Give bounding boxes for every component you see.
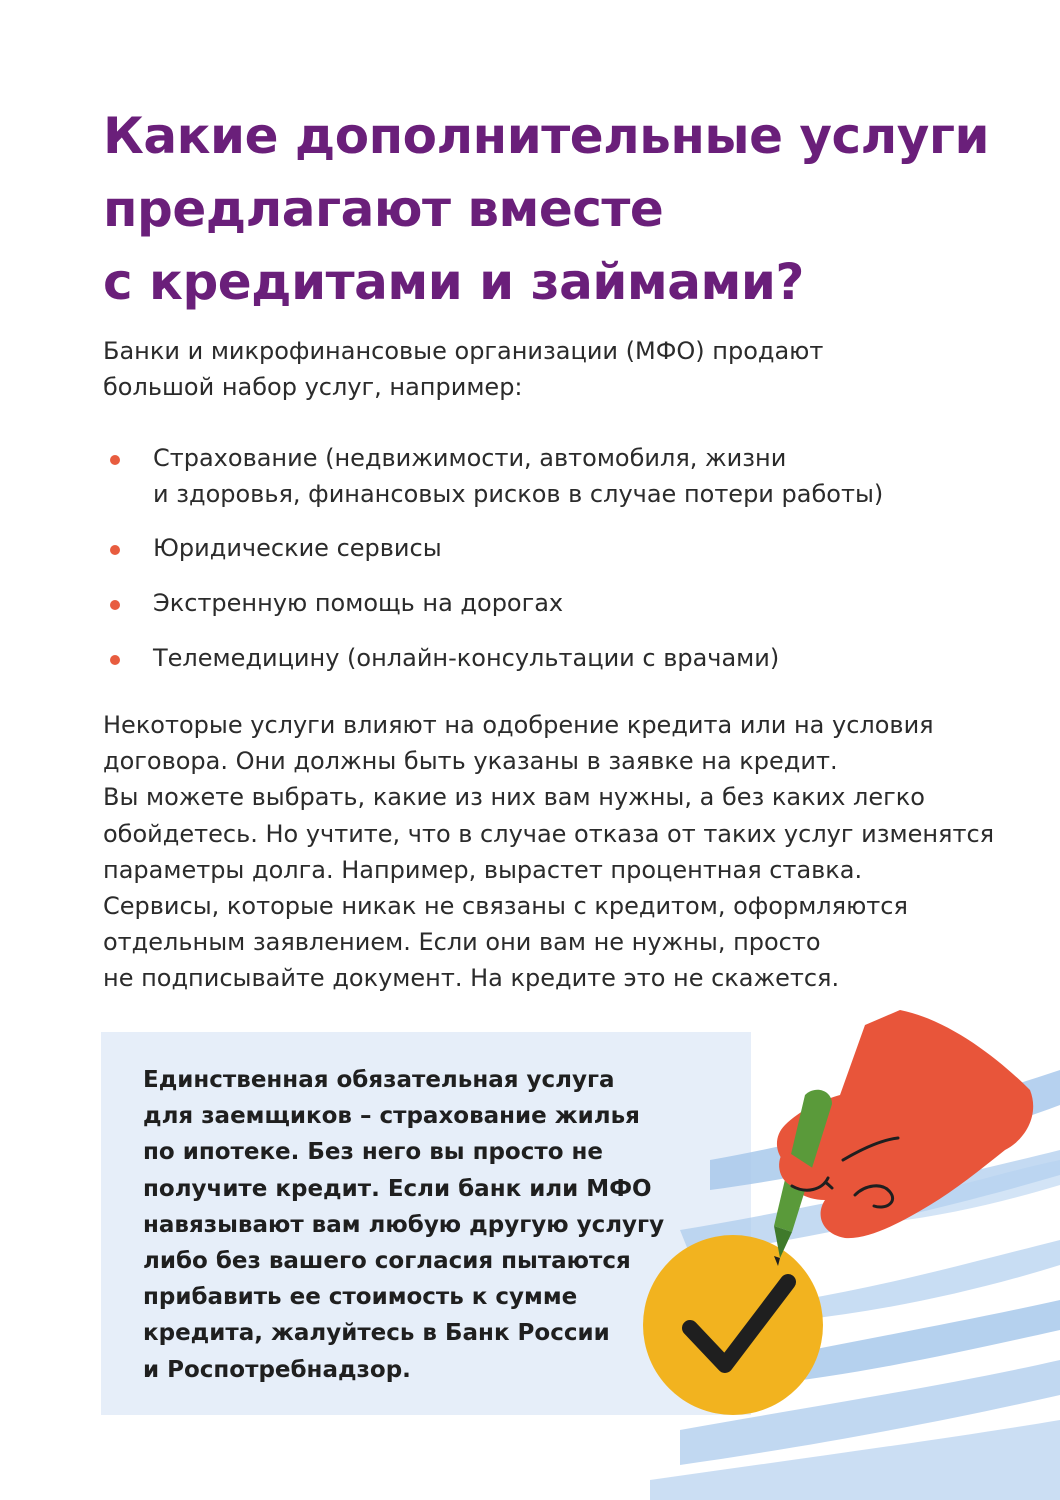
intro-line: Банки и микрофинансовые организации (МФО) продают [103,337,824,365]
note-line: Единственная обязательная услуга [143,1067,615,1093]
list-item [103,530,442,566]
list-item-line: Юридические сервисы [153,534,442,562]
bullet-dot-icon [110,545,120,555]
title-line: с кредитами и займами? [103,253,804,311]
note-line: для заемщиков – страхование жилья [143,1103,640,1130]
list-item [103,440,883,512]
paragraph-line: Сервисы, которые никак не связаны с кредитом, оформляются [103,892,908,921]
bullet-dot-icon [110,655,120,665]
note-line: навязывают вам любую другую услугу [143,1211,665,1238]
note-line: получите кредит. Если банк или МФО [143,1175,652,1202]
note-line: либо без вашего согласия пытаются [143,1248,631,1275]
list-item [103,640,779,676]
note-text [143,1062,703,1388]
paragraph-line: не подписывайте документ. На кредите это не скажется. [103,964,840,993]
list-item-line: Экстренную помощь на дорогах [153,589,564,617]
list-item [103,585,563,621]
title-line: Какие дополнительные услуги [103,107,990,165]
title-line: предлагают вместе [103,180,664,238]
intro-text [103,333,983,405]
list-item-line: и здоровья, финансовых рисков в случае потери работы) [153,480,884,508]
paragraph-line: Вы можете выбрать, какие из них вам нужны, а без каких легко [103,783,925,812]
note-line: прибавить ее стоимость к сумме [143,1284,578,1311]
paragraph-line: Некоторые услуги влияют на одобрение кредита или на условия [103,711,934,739]
list-item-line: Телемедицину (онлайн-консультации с врачами) [153,644,780,672]
note-line: и Роспотребнадзор. [143,1356,411,1383]
paragraph-line: параметры долга. Например, вырастет процентная ставка. [103,855,863,884]
page-title [103,100,1003,319]
body-paragraph [103,707,1023,997]
paragraph-line: отдельным заявлением. Если они вам не нужны, просто [103,928,821,957]
note-line: кредита, жалуйтесь в Банк России [143,1320,610,1347]
list-item-line: Страхование (недвижимости, автомобиля, жизни [153,444,787,472]
bullet-dot-icon [110,600,120,610]
note-line: по ипотеке. Без него вы просто не [143,1139,603,1166]
paragraph-line: договора. Они должны быть указаны в заявке на кредит. [103,747,838,776]
bullet-dot-icon [110,455,120,465]
paragraph-line: обойдетесь. Но учтите, что в случае отказа от таких услуг изменятся [103,819,995,848]
intro-line: большой набор услуг, например: [103,373,523,401]
